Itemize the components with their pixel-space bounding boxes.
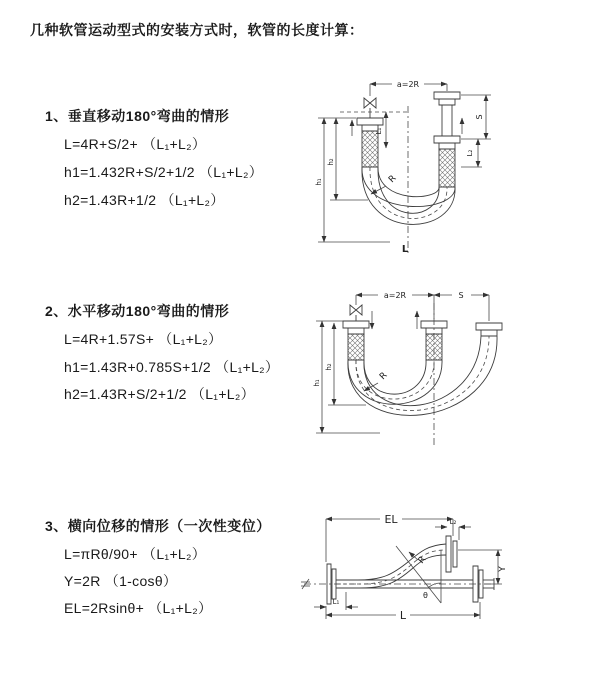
- section-2-formula-h1: h1=1.43R+0.785S+1/2 （L₁+L₂）: [64, 359, 280, 375]
- section-3-formula-Y: Y=2R （1-cosθ）: [64, 573, 178, 589]
- middle-hose-stub: [421, 321, 447, 360]
- s-curve-hose: [336, 544, 446, 588]
- dim-label-h1: h₁: [313, 379, 321, 387]
- hose-curves: [348, 336, 497, 415]
- diagram-lateral-displacement: [298, 500, 598, 652]
- dim-label-EL: EL: [384, 513, 398, 526]
- diagram-vertical-180-bend: [310, 70, 590, 268]
- centerline: [301, 579, 494, 589]
- dimension-L: [326, 602, 480, 622]
- dim-label-h1: h₁: [315, 178, 323, 186]
- valve-icon: [350, 305, 362, 321]
- upper-flange: [446, 527, 459, 572]
- valve-icon: [364, 98, 376, 118]
- dim-label-a2r: a=2R: [383, 291, 407, 300]
- radius-callout: [364, 371, 390, 391]
- section-1-formula-h1: h1=1.432R+S/2+1/2 （L₁+L₂）: [64, 164, 264, 180]
- dimension-h1: [313, 321, 380, 433]
- angle-construction: [396, 546, 441, 603]
- dimension-a2r: [356, 291, 434, 319]
- right-hose-stub: [476, 323, 502, 336]
- dim-label-R: R: [416, 554, 429, 566]
- dimension-S: [461, 95, 491, 139]
- dim-label-S: S: [475, 114, 484, 120]
- dim-label-L1: L₁: [332, 598, 340, 606]
- dim-label-a2r: a=2R: [396, 80, 420, 89]
- dim-label-theta: θ: [423, 591, 428, 600]
- dim-label-Y: Y: [498, 566, 508, 572]
- dim-label-L2: L₂: [449, 518, 457, 526]
- section-1-formula-L: L=4R+S/2+ （L₁+L₂）: [64, 136, 207, 152]
- left-hose-leg: [357, 118, 383, 167]
- dim-label-S: S: [458, 291, 464, 300]
- left-hose-stub: [343, 321, 369, 360]
- section-3-formula-EL: EL=2Rsinθ+ （L₁+L₂）: [64, 600, 213, 616]
- dim-label-L2: L₂: [466, 149, 474, 157]
- section-1-heading: 1、垂直移动180°弯曲的情形: [45, 108, 230, 124]
- dim-label-R: R: [387, 173, 399, 186]
- dim-label-L: L: [399, 609, 407, 622]
- right-pipe-leg: [434, 92, 460, 187]
- dimension-L2: [461, 139, 482, 167]
- section-2-formula-h2: h2=1.43R+S/2+1/2 （L₁+L₂）: [64, 386, 255, 402]
- diagram-horizontal-180-bend: [310, 283, 590, 453]
- dim-label-h2: h₂: [325, 363, 333, 371]
- dimension-a2r: [370, 80, 447, 96]
- dim-label-R: R: [378, 370, 390, 383]
- section-2-heading: 2、水平移动180°弯曲的情形: [45, 303, 230, 319]
- section-2-formula-L: L=4R+1.57S+ （L₁+L₂）: [64, 331, 223, 347]
- section-3-heading: 3、横向位移的情形（一次性变位）: [45, 518, 271, 534]
- dim-label-h2: h₂: [327, 158, 335, 166]
- page-title: 几种软管运动型式的安装方式时，软管的长度计算：: [30, 22, 364, 38]
- dimension-EL: [326, 513, 453, 562]
- dim-label-L: L: [401, 244, 409, 255]
- radius-callout: [371, 174, 399, 194]
- section-1-formula-h2: h2=1.43R+1/2 （L₁+L₂）: [64, 192, 225, 208]
- movement-arrows: [372, 311, 417, 329]
- section-3-formula-L: L=πRθ/90+ （L₁+L₂）: [64, 546, 207, 562]
- dimension-S: [434, 291, 489, 321]
- dim-label-L1: L₁: [375, 127, 383, 135]
